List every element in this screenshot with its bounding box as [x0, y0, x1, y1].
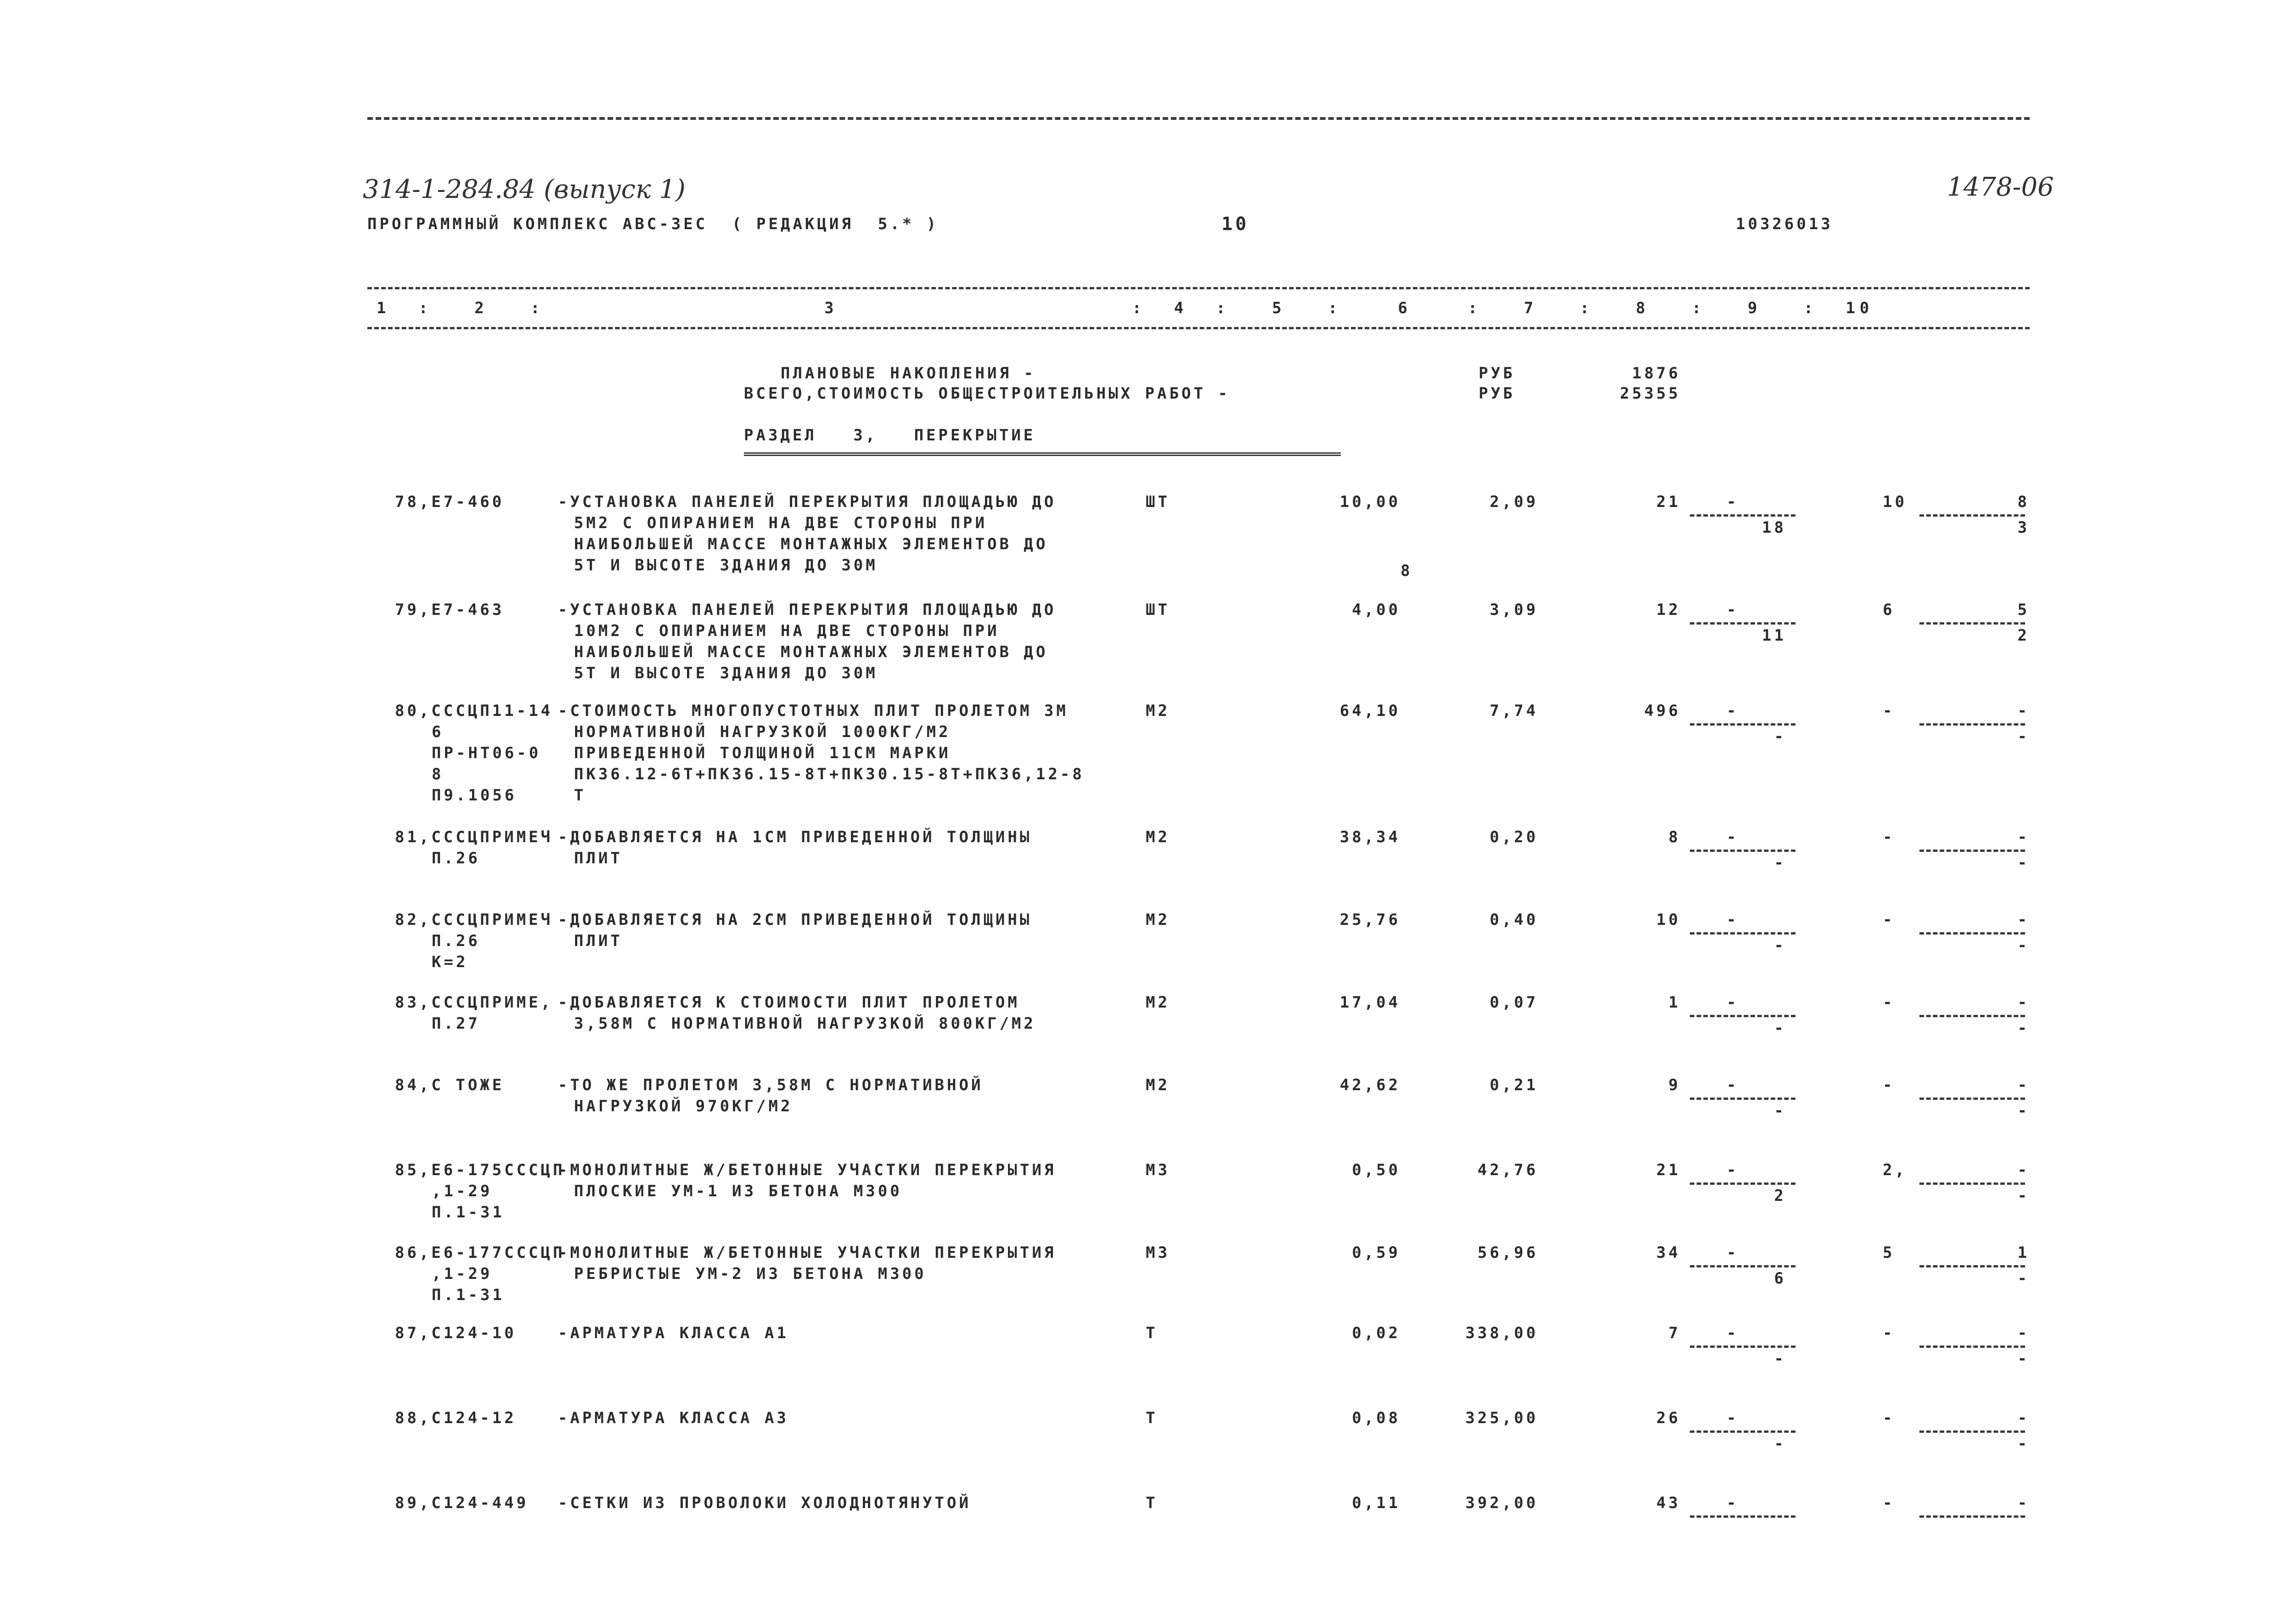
- row-col8-divider: [1690, 1515, 1795, 1518]
- row-col10-bottom: -: [2017, 727, 2030, 746]
- row-col10-top: 1: [2017, 1244, 2030, 1262]
- row-col8-top: -: [1727, 911, 1739, 929]
- row-quantity: 0,59: [1352, 1244, 1401, 1262]
- row-col8-divider: [1690, 932, 1795, 935]
- row-col8-top: -: [1727, 828, 1739, 846]
- row-col10-top: -: [2017, 1324, 2030, 1342]
- row-description: ПЛОСКИЕ УМ-1 ИЗ БЕТОНА М300: [574, 1182, 902, 1200]
- row-col10-top: -: [2017, 828, 2030, 846]
- document-code: 10326013: [1736, 215, 1833, 233]
- row-col8-bottom: -: [1774, 1019, 1786, 1037]
- row-col10-divider: [1919, 1430, 2025, 1433]
- row-unit-price: 0,07: [1490, 993, 1538, 1012]
- row-col9: -: [1883, 1324, 1895, 1342]
- row-description: -СЕТКИ ИЗ ПРОВОЛОКИ ХОЛОДНОТЯНУТОЙ: [558, 1494, 971, 1512]
- row-col9: -: [1883, 993, 1895, 1012]
- row-unit: М2: [1146, 1076, 1170, 1094]
- row-unit: Т: [1146, 1409, 1158, 1427]
- row-code: 85,Е6-175СССЦП: [395, 1161, 565, 1179]
- row-description: НАГРУЗКОЙ 970КГ/М2: [574, 1097, 793, 1115]
- row-description: -УСТАНОВКА ПАНЕЛЕЙ ПЕРЕКРЫТИЯ ПЛОЩАДЬЮ ДО: [558, 601, 1057, 619]
- row-col10-top: 8: [2017, 493, 2030, 511]
- handwritten-project-code: 314-1-284.84 (выпуск 1): [363, 175, 686, 204]
- row-code: П.1-31: [432, 1203, 505, 1222]
- row-unit-price: 2,09: [1490, 493, 1538, 511]
- row-col8-bottom: 11: [1762, 626, 1786, 645]
- section-underline: [744, 452, 1341, 456]
- row-col10-divider: [1919, 1346, 2025, 1348]
- row-col10-divider: [1919, 1015, 2025, 1017]
- row-description: -МОНОЛИТНЫЕ Ж/БЕТОННЫЕ УЧАСТКИ ПЕРЕКРЫТИЯ: [558, 1244, 1057, 1262]
- row-quantity: 0,50: [1352, 1161, 1401, 1179]
- row-description: 5Т И ВЫСОТЕ ЗДАНИЯ ДО 30М: [574, 556, 878, 574]
- row-col10-divider: [1919, 932, 2025, 935]
- row-description: 5М2 С ОПИРАНИЕМ НА ДВЕ СТОРОНЫ ПРИ: [574, 514, 987, 532]
- row-code: 87,С124-10: [395, 1324, 517, 1342]
- row-col10-divider: [1919, 1515, 2025, 1518]
- row-col8-top: -: [1727, 993, 1739, 1012]
- row-col8-top: -: [1727, 601, 1739, 619]
- row-col9: -: [1883, 1409, 1895, 1427]
- row-unit: ШТ: [1146, 601, 1170, 619]
- header-bottom-rule: [367, 327, 2030, 329]
- row-quantity: 0,11: [1352, 1494, 1401, 1512]
- row-col8-divider: [1690, 1346, 1795, 1348]
- row-col10-bottom: -: [2017, 936, 2030, 955]
- row-total: 26: [1656, 1409, 1681, 1427]
- row-col10-bottom: -: [2017, 1269, 2030, 1288]
- row-col8-divider: [1690, 850, 1795, 852]
- row-total: 10: [1656, 911, 1681, 929]
- row-col10-top: 5: [2017, 601, 2030, 619]
- row-total: 21: [1656, 493, 1681, 511]
- row-description: НОРМАТИВНОЙ НАГРУЗКОЙ 1000КГ/М2: [574, 723, 951, 741]
- row-col8-bottom: 2: [1774, 1187, 1786, 1205]
- row-code: П.26: [432, 932, 480, 950]
- row-unit-price: 42,76: [1477, 1161, 1538, 1179]
- row-total: 8: [1668, 828, 1681, 846]
- row-description: -СТОИМОСТЬ МНОГОПУСТОТНЫХ ПЛИТ ПРОЛЕТОМ 3М: [558, 702, 1069, 720]
- row-col10-top: -: [2017, 1076, 2030, 1094]
- row-total: 9: [1668, 1076, 1681, 1094]
- row-quantity: 17,04: [1339, 993, 1401, 1012]
- row-unit-price: 0,21: [1490, 1076, 1538, 1094]
- row-col9: -: [1883, 1076, 1895, 1094]
- row-col8-bottom: 18: [1762, 518, 1786, 537]
- row-description: -ТО ЖЕ ПРОЛЕТОМ 3,58М С НОРМАТИВНОЙ: [558, 1076, 984, 1094]
- row-unit: М2: [1146, 911, 1170, 929]
- row-col8-divider: [1690, 1430, 1795, 1433]
- row-total: 34: [1656, 1244, 1681, 1262]
- row-col8-top: -: [1727, 493, 1739, 511]
- row-code: П.26: [432, 849, 480, 867]
- row-description: -АРМАТУРА КЛАССА А1: [558, 1324, 789, 1342]
- row-unit-price: 0,20: [1490, 828, 1538, 846]
- row-quantity: 0,08: [1352, 1409, 1401, 1427]
- row-col8-bottom: -: [1774, 727, 1786, 746]
- row-code: 81,СССЦПРИМЕЧ: [395, 828, 553, 846]
- row-col8-bottom: -: [1774, 854, 1786, 872]
- row-code: П9.1056: [432, 786, 517, 805]
- row-quantity: 25,76: [1339, 911, 1401, 929]
- handwritten-sheet-number: 1478-06: [1947, 172, 2054, 202]
- row-col9: -: [1883, 828, 1895, 846]
- row-description: -МОНОЛИТНЫЕ Ж/БЕТОННЫЕ УЧАСТКИ ПЕРЕКРЫТИЯ: [558, 1161, 1057, 1179]
- summary-line-1-label: ПЛАНОВЫЕ НАКОПЛЕНИЯ -: [781, 364, 1036, 383]
- row-code: ,1-29: [432, 1182, 493, 1200]
- row-col9: 5: [1883, 1244, 1895, 1262]
- page-number: 10: [1221, 214, 1249, 235]
- row-col10-divider: [1919, 1098, 2025, 1100]
- row-code: 88,С124-12: [395, 1409, 517, 1427]
- summary-line-1-unit: РУБ: [1479, 364, 1515, 383]
- row-unit-price: 3,09: [1490, 601, 1538, 619]
- row-col10-bottom: 3: [2017, 518, 2030, 537]
- row-code: 80,СССЦП11-14: [395, 702, 553, 720]
- row-description: -АРМАТУРА КЛАССА А3: [558, 1409, 789, 1427]
- row-code: П.27: [432, 1014, 480, 1033]
- row-description: -ДОБАВЛЯЕТСЯ К СТОИМОСТИ ПЛИТ ПРОЛЕТОМ: [558, 993, 1020, 1012]
- summary-line-1-value: 1876: [1632, 364, 1681, 383]
- row-quantity: 42,62: [1339, 1076, 1401, 1094]
- row-col8-bottom: -: [1774, 936, 1786, 955]
- row-col8-top: -: [1727, 1324, 1739, 1342]
- row-col8-top: -: [1727, 1076, 1739, 1094]
- row-code: ПР-НТ06-0: [432, 744, 541, 762]
- row-col10-bottom: -: [2017, 1435, 2030, 1453]
- summary-line-2-unit: РУБ: [1479, 384, 1515, 403]
- row-description: ПЛИТ: [574, 849, 623, 867]
- row-description: РЕБРИСТЫЕ УМ-2 ИЗ БЕТОНА М300: [574, 1265, 927, 1283]
- row-description: 5Т И ВЫСОТЕ ЗДАНИЯ ДО 30М: [574, 664, 878, 682]
- row-code: П.1-31: [432, 1286, 505, 1304]
- row-description: -ДОБАВЛЯЕТСЯ НА 2СМ ПРИВЕДЕННОЙ ТОЛЩИНЫ: [558, 911, 1032, 929]
- row-total: 21: [1656, 1161, 1681, 1179]
- row-total: 496: [1644, 702, 1681, 720]
- row-description: Т: [574, 786, 586, 805]
- row-unit: ШТ: [1146, 493, 1170, 511]
- row-unit-price: 7,74: [1490, 702, 1538, 720]
- row-unit: Т: [1146, 1494, 1158, 1512]
- row-unit: М3: [1146, 1161, 1170, 1179]
- row-col8-divider: [1690, 723, 1795, 726]
- row-col10-bottom: -: [2017, 1350, 2030, 1368]
- row-col9: 10: [1883, 493, 1907, 511]
- row-col10-bottom: 2: [2017, 626, 2030, 645]
- row-col8-divider: [1690, 1015, 1795, 1017]
- row-col10-bottom: -: [2017, 854, 2030, 872]
- row-col10-bottom: -: [2017, 1102, 2030, 1120]
- summary-line-2-value: 25355: [1620, 384, 1681, 403]
- row-extra-mark: 8: [1401, 562, 1413, 580]
- row-col10-bottom: -: [2017, 1187, 2030, 1205]
- row-total: 43: [1656, 1494, 1681, 1512]
- row-col10-divider: [1919, 622, 2025, 625]
- row-total: 1: [1668, 993, 1681, 1012]
- row-code: 84,С ТОЖЕ: [395, 1076, 505, 1094]
- top-perforation-line: [367, 117, 2030, 120]
- row-code: ,1-29: [432, 1265, 493, 1283]
- row-col10-top: -: [2017, 702, 2030, 720]
- row-col8-divider: [1690, 514, 1795, 517]
- row-col8-divider: [1690, 1098, 1795, 1100]
- row-total: 12: [1656, 601, 1681, 619]
- row-description: ПРИВЕДЕННОЙ ТОЛЩИНОЙ 11СМ МАРКИ: [574, 744, 951, 762]
- row-col8-bottom: -: [1774, 1102, 1786, 1120]
- row-quantity: 38,34: [1339, 828, 1401, 846]
- row-col8-divider: [1690, 1182, 1795, 1185]
- row-description: -ДОБАВЛЯЕТСЯ НА 1СМ ПРИВЕДЕННОЙ ТОЛЩИНЫ: [558, 828, 1032, 846]
- row-code: 83,СССЦПРИМЕ,: [395, 993, 553, 1012]
- row-col10-divider: [1919, 1265, 2025, 1267]
- row-description: НАИБОЛЬШЕЙ МАССЕ МОНТАЖНЫХ ЭЛЕМЕНТОВ ДО: [574, 535, 1048, 553]
- row-col9: 2,: [1883, 1161, 1907, 1179]
- row-col10-top: -: [2017, 1409, 2030, 1427]
- row-col9: -: [1883, 911, 1895, 929]
- program-line: ПРОГРАММНЫЙ КОМПЛЕКС АВС-ЗЕС ( РЕДАКЦИЯ 5.* ): [367, 215, 939, 233]
- row-col8-top: -: [1727, 1494, 1739, 1512]
- row-description: НАИБОЛЬШЕЙ МАССЕ МОНТАЖНЫХ ЭЛЕМЕНТОВ ДО: [574, 643, 1048, 661]
- row-col10-bottom: -: [2017, 1019, 2030, 1037]
- row-col10-top: -: [2017, 911, 2030, 929]
- header-top-rule: [367, 287, 2030, 289]
- row-col8-divider: [1690, 1265, 1795, 1267]
- row-col10-divider: [1919, 514, 2025, 517]
- row-unit: М3: [1146, 1244, 1170, 1262]
- row-quantity: 64,10: [1339, 702, 1401, 720]
- row-description: ПЛИТ: [574, 932, 623, 950]
- row-col8-top: -: [1727, 1409, 1739, 1427]
- row-unit-price: 338,00: [1465, 1324, 1538, 1342]
- row-code: 79,Е7-463: [395, 601, 505, 619]
- row-total: 7: [1668, 1324, 1681, 1342]
- row-code: 8: [432, 765, 444, 783]
- row-col10-top: -: [2017, 1161, 2030, 1179]
- row-col10-divider: [1919, 850, 2025, 852]
- row-code: 82,СССЦПРИМЕЧ: [395, 911, 553, 929]
- row-col8-bottom: 6: [1774, 1269, 1786, 1288]
- row-col9: 6: [1883, 601, 1895, 619]
- row-col10-divider: [1919, 1182, 2025, 1185]
- row-unit: М2: [1146, 702, 1170, 720]
- column-header: 1 : 2 : 3 : 4 : 5 : 6 : 7 : 8 : 9 : 10: [377, 299, 1874, 317]
- row-col8-bottom: -: [1774, 1435, 1786, 1453]
- row-col9: -: [1883, 702, 1895, 720]
- row-col9: -: [1883, 1494, 1895, 1512]
- row-col8-top: -: [1727, 702, 1739, 720]
- row-col8-top: -: [1727, 1161, 1739, 1179]
- row-code: 89,С124-449: [395, 1494, 529, 1512]
- row-col8-top: -: [1727, 1244, 1739, 1262]
- row-col10-top: -: [2017, 993, 2030, 1012]
- row-col8-bottom: -: [1774, 1350, 1786, 1368]
- row-unit-price: 56,96: [1477, 1244, 1538, 1262]
- section-title: РАЗДЕЛ 3, ПЕРЕКРЫТИЕ: [744, 426, 1036, 445]
- row-unit-price: 0,40: [1490, 911, 1538, 929]
- row-description: -УСТАНОВКА ПАНЕЛЕЙ ПЕРЕКРЫТИЯ ПЛОЩАДЬЮ ДО: [558, 493, 1057, 511]
- row-col8-divider: [1690, 622, 1795, 625]
- row-quantity: 10,00: [1339, 493, 1401, 511]
- summary-line-2-label: ВСЕГО,СТОИМОСТЬ ОБЩЕСТРОИТЕЛЬНЫХ РАБОТ -: [744, 384, 1230, 403]
- row-unit-price: 392,00: [1465, 1494, 1538, 1512]
- row-code: 6: [432, 723, 444, 741]
- row-description: ПК36.12-6Т+ПК36.15-8Т+ПК30.15-8Т+ПК36,12-8: [574, 765, 1085, 783]
- row-code: 78,Е7-460: [395, 493, 505, 511]
- row-description: 3,58М С НОРМАТИВНОЙ НАГРУЗКОЙ 800КГ/М2: [574, 1014, 1036, 1033]
- row-unit: М2: [1146, 993, 1170, 1012]
- row-description: 10М2 С ОПИРАНИЕМ НА ДВЕ СТОРОНЫ ПРИ: [574, 622, 1000, 640]
- row-quantity: 4,00: [1352, 601, 1401, 619]
- row-col10-top: -: [2017, 1494, 2030, 1512]
- row-unit: Т: [1146, 1324, 1158, 1342]
- row-unit-price: 325,00: [1465, 1409, 1538, 1427]
- row-quantity: 0,02: [1352, 1324, 1401, 1342]
- row-col10-divider: [1919, 723, 2025, 726]
- row-code: 86,Е6-177СССЦП: [395, 1244, 565, 1262]
- row-unit: М2: [1146, 828, 1170, 846]
- row-code: К=2: [432, 953, 468, 971]
